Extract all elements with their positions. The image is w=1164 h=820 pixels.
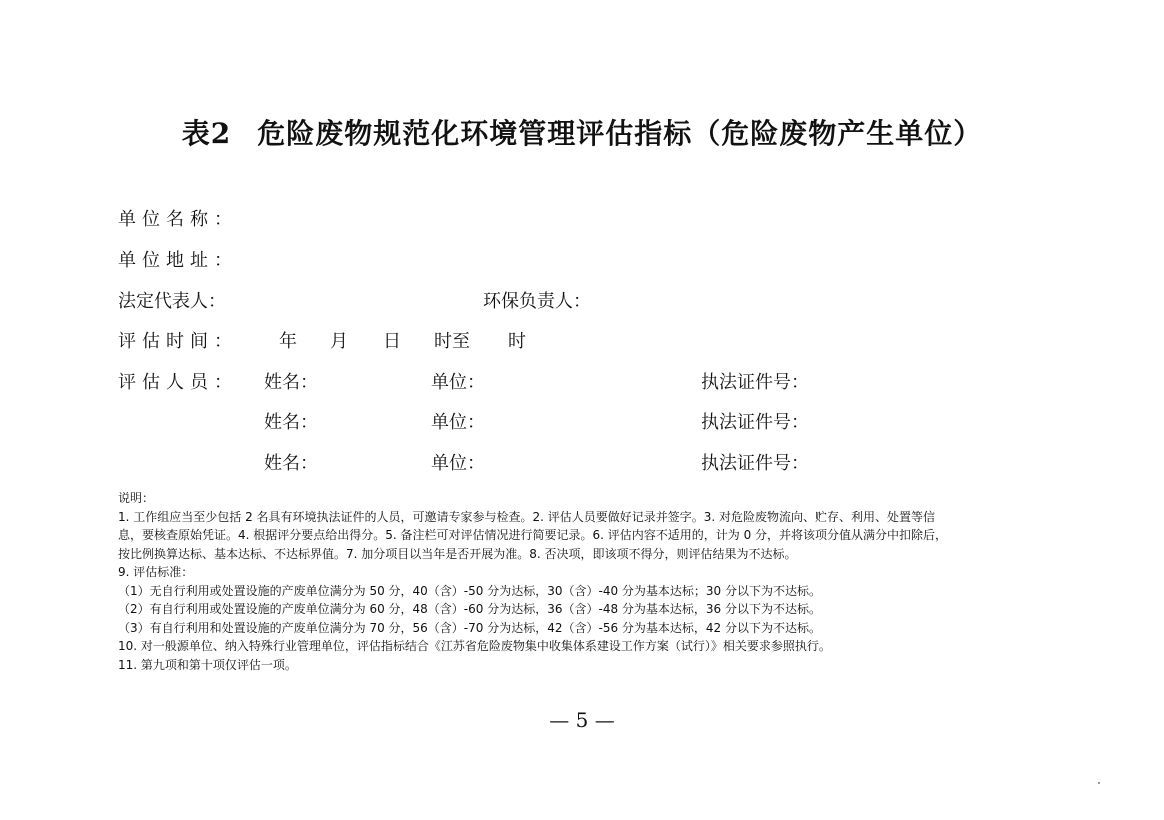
eval-time-label: 评估时间： [118, 331, 238, 352]
notes-line: 9. 评估标准： [118, 565, 194, 579]
unit-address-label: 单位地址： [118, 250, 238, 271]
notes-line: （3）有自行利用和处置设施的产废单位满分为 70 分，56（含）-70 分为达标，42（含）-56 分为基本达标，42 分以下为不达标。 [118, 620, 821, 635]
notes-line: 息，要核查原始凭证。4. 根据评分要点给出得分。5. 备注栏可对评估情况进行简要记录。6. 评估内容不适用的，计为 0 分，并将该项分值从满分中扣除后， [118, 528, 948, 542]
evaluator-cert-label: 执法证件号： [701, 453, 809, 474]
evaluators-label: 评估人员： [118, 372, 238, 393]
evaluator-name-label: 姓名： [264, 453, 318, 474]
evaluator-name-label: 姓名： [264, 372, 318, 393]
legal-rep-label: 法定代表人： [118, 291, 226, 312]
evaluator-unit-label: 单位： [431, 372, 485, 393]
eval-time-year: 年 [279, 331, 297, 352]
page-number: — 5 — [549, 708, 615, 732]
notes-section [118, 489, 1058, 674]
notes-heading: 说明： [118, 491, 155, 505]
eval-time-hour-to: 时至 [434, 331, 470, 352]
evaluator-unit-label: 单位： [431, 453, 485, 474]
page-title [0, 112, 1164, 152]
evaluator-cert-label: 执法证件号： [701, 372, 809, 393]
table-title: 危险废物规范化环境管理评估指标（危险废物产生单位） [257, 117, 983, 150]
evaluator-cert-label: 执法证件号： [701, 412, 809, 433]
notes-line: 11. 第九项和第十项仅评估一项。 [118, 657, 297, 672]
env-manager-label: 环保负责人： [483, 291, 591, 312]
eval-time-hour: 时 [508, 331, 526, 352]
notes-line: 按比例换算达标、基本达标、不达标界值。7. 加分项目以当年是否开展为准。8. 否决项，即该项不得分，则评估结果为不达标。 [118, 546, 797, 561]
scan-speck [1098, 782, 1100, 784]
notes-line: （2）有自行利用或处置设施的产废单位满分为 60 分，48（含）-60 分为达标，36（含）-48 分为基本达标，36 分以下为不达标。 [118, 602, 821, 616]
notes-line: 10. 对一般源单位、纳入特殊行业管理单位，评估指标结合《江苏省危险废物集中收集体系建设工作方案（试行）》相关要求参照执行。 [118, 639, 831, 653]
notes-line: （1）无自行利用或处置设施的产废单位满分为 50 分，40（含）-50 分为达标，30（含）-40 分为基本达标；30 分以下为不达标。 [118, 583, 821, 598]
table-number: 表2 [181, 117, 232, 150]
eval-time-month: 月 [330, 331, 348, 352]
unit-name-label: 单位名称： [118, 209, 238, 230]
evaluator-unit-label: 单位： [431, 412, 485, 433]
eval-time-day: 日 [383, 331, 401, 352]
notes-line: 1. 工作组应当至少包括 2 名具有环境执法证件的人员，可邀请专家参与检查。2. 评估人员要做好记录并签字。3. 对危险废物流向、贮存、利用、处置等信 [118, 509, 936, 524]
evaluator-name-label: 姓名： [264, 412, 318, 433]
